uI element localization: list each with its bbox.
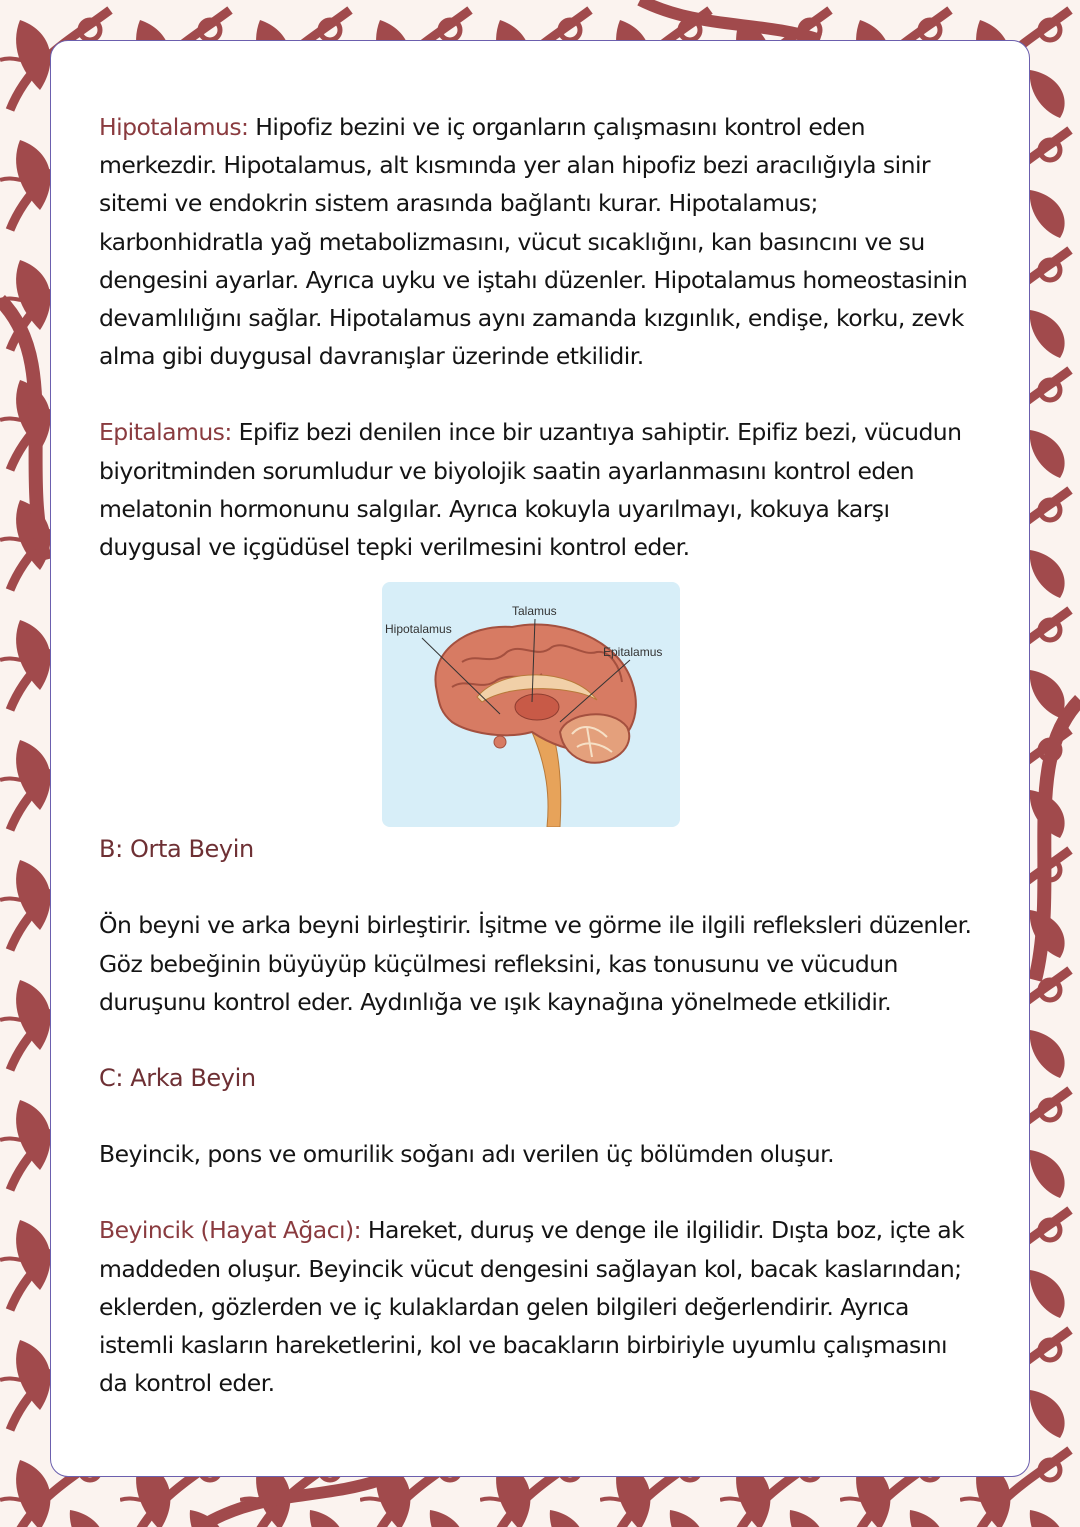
hipotalamus-paragraph bbox=[99, 108, 979, 375]
arka-beyin-paragraph: Beyincik, pons ve omurilik soğanı adı verilen üç bölümden oluşur. bbox=[99, 1140, 834, 1169]
arka-beyin-heading: C: Arka Beyin bbox=[99, 1064, 256, 1093]
page-content bbox=[99, 108, 979, 1402]
beyincik-paragraph bbox=[99, 1211, 979, 1402]
brain-illustration bbox=[382, 582, 680, 827]
beyincik-text: Hareket, duruş ve denge ile ilgilidir. Dışta boz, içte ak maddeden oluşur. Beyincik vücut dengesini sağlayan kol, bacak kaslarından; eklerden, gözlerden ve iç kulaklardan gelen bilgileri değerlendirir. Ayrıca istemli kasların hareketlerini, kol ve bacakların birbiriyle uyumlu çalışmasını da kontrol eder. bbox=[99, 1216, 965, 1398]
beyincik-term: Beyincik (Hayat Ağacı): bbox=[99, 1216, 361, 1245]
orta-beyin-heading: B: Orta Beyin bbox=[99, 835, 254, 864]
brain-figure bbox=[382, 582, 680, 827]
label-epitalamus: Epitalamus bbox=[603, 645, 663, 660]
epitalamus-paragraph bbox=[99, 413, 979, 566]
hipotalamus-text: Hipofiz bezini ve iç organların çalışmasını kontrol eden merkezdir. Hipotalamus, alt kısmında yer alan hipofiz bezi aracılığıyla sinir sitemi ve endokrin sistem arasında bağlantı kurar. Hipotalamus; karbonhidratla yağ metabolizmasını, vücut sıcaklığını, kan basıncını ve su dengesini ayarlar. Ayrıca uyku ve iştahı düzenler. Hipotalamus homeostasinin devamlılığını sağlar. Hipotalamus aynı zamanda kızgınlık, endişe, korku, zevk alma gibi duygusal davranışlar üzerinde etkilidir. bbox=[99, 113, 968, 371]
epitalamus-term: Epitalamus: bbox=[99, 418, 232, 447]
orta-beyin-paragraph: Ön beyni ve arka beyni birleştirir. İşitme ve görme ile ilgili refleksleri düzenler. Göz bebeğinin büyüyüp küçülmesi refleksini, kas tonusunu ve vücudun duruşunu kontrol eder. Aydınlığa ve ışık kaynağına yönelmede etkilidir. bbox=[99, 911, 972, 1016]
epitalamus-text: Epifiz bezi denilen ince bir uzantıya sahiptir. Epifiz bezi, vücudun biyoritminden sorumludur ve biyolojik saatin ayarlanmasını kontrol eden melatonin hormonunu salgılar. Ayrıca kokuyla uyarılmayı, kokuya karşı duygusal ve içgüdüsel tepki verilmesini kontrol eder. bbox=[99, 418, 962, 562]
label-hipotalamus: Hipotalamus bbox=[385, 622, 452, 637]
hipotalamus-term: Hipotalamus: bbox=[99, 113, 249, 141]
label-talamus: Talamus bbox=[512, 604, 557, 619]
